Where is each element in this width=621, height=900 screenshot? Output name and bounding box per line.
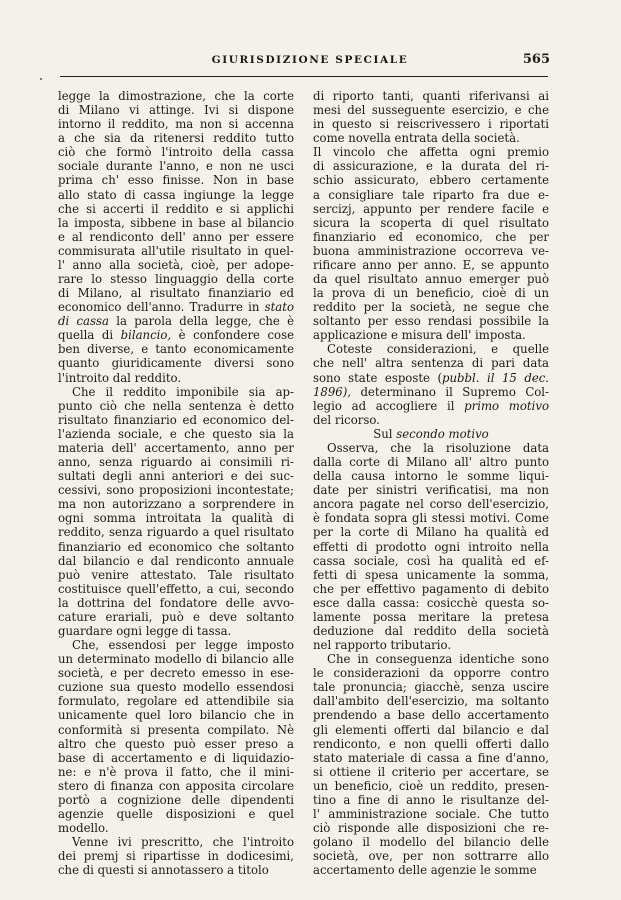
text-line: allo stato di cassa ingiunge la legge: [58, 187, 294, 202]
text-line: cuzione sua questo modello essendosi: [58, 680, 294, 695]
header-rule: [60, 76, 548, 77]
text-line: Che in conseguenza identiche sono: [327, 652, 549, 667]
text-line: altro che questo può esser preso a: [58, 736, 294, 751]
text-line: prendendo a base dello accertamento: [313, 708, 549, 723]
text-line: ne: e n'è prova il fatto, che il mini-: [58, 764, 294, 779]
text-line: ma non autorizzano a sorprendere in: [58, 497, 294, 512]
text-line: dall'ambito dell'esercizio, ma soltanto: [313, 694, 549, 709]
text-line: rificare anno per anno. E, se appunto: [313, 257, 549, 272]
text-line: schio assicurato, ebbero certamente: [313, 173, 549, 188]
text-line: reddito, senza riguardo a quel risultato: [58, 525, 294, 540]
text-line: fetti di spesa unicamente la somma,: [313, 567, 549, 582]
text-line: buona amministrazione occorreva ve-: [313, 243, 549, 258]
text-line: del ricorso.: [313, 412, 380, 427]
text-line: si ottiene il criterio per accertare, se: [313, 764, 549, 779]
text-line: ogni somma introitata la qualità di: [58, 511, 294, 526]
text-line: deduzione dal reddito della società: [313, 623, 549, 638]
text-line: Che, essendosi per legge imposto: [72, 638, 294, 653]
right-column: [313, 89, 549, 877]
text-line: lamente possa meritare la pretesa: [313, 609, 549, 624]
text-line: costituisce quell'effetto, a cui, secondo: [58, 581, 294, 596]
text-line: l' anno alla società, cioè, per adope-: [58, 257, 294, 272]
text-line: guardare ogni legge di tassa.: [58, 623, 232, 638]
text-line: esce dalla cassa: cosicchè questa so-: [313, 595, 549, 610]
text-line: tino a fine di anno le risultanze del-: [313, 792, 549, 807]
text-line: sono state esposte (pubbl. il 15 dec.: [313, 370, 549, 385]
text-line: commisurata all'utile risultato in quel-: [58, 243, 294, 258]
text-line: cassa sociale, così ha qualità ed ef-: [313, 553, 549, 568]
text-line: stero di finanza con apposita circolare: [58, 778, 294, 793]
text-line: di Milano, al risultato finanziario ed: [58, 286, 294, 301]
text-line: mesi del susseguente esercizio, e che: [313, 103, 549, 118]
text-line: rendiconto, e non quelli offerti dallo: [313, 736, 549, 751]
text-line: a che sia da ritenersi reddito tutto: [58, 131, 294, 146]
text-line: sercizj, appunto per rendere facile e: [313, 201, 549, 216]
text-line: Coteste considerazioni, e quelle: [327, 342, 549, 357]
text-line: Venne ivi prescritto, che l'introito: [72, 835, 294, 850]
text-line: golano il modello del bilancio delle: [313, 835, 549, 850]
text-line: ancora pagate nel corso dell'esercizio,: [313, 497, 549, 512]
text-line: Che il reddito imponibile sia ap-: [72, 384, 294, 399]
text-line: la imposta, sibbene in base al bilancio: [58, 215, 294, 230]
text-line: ciò che formò l'introito della cassa: [58, 145, 294, 160]
text-line: un determinato modello di bilancio alle: [58, 652, 294, 667]
text-line: finanziario ed economico, che per: [313, 229, 549, 244]
left-column: [58, 89, 294, 877]
text-line: che per effettivo pagamento di debito: [313, 581, 549, 596]
text-line: cessivi, sono proposizioni incontestate;: [58, 483, 294, 498]
print-speck: [40, 78, 42, 80]
text-line: che di questi si annotassero a titolo: [58, 863, 269, 878]
text-line: di riporto tanti, quanti riferivansi ai: [313, 89, 549, 103]
page-number: 565: [522, 52, 550, 67]
text-line: finanziario ed economico che soltanto: [58, 539, 294, 554]
text-line: quella di bilancio, è confondere cose: [58, 328, 294, 343]
text-line: cature erariali, può e deve soltanto: [58, 609, 294, 624]
text-line: l'azienda sociale, e che questo sia la: [58, 426, 294, 441]
text-line: per la corte di Milano ha qualità ed: [313, 525, 549, 540]
text-line: reddito per la società, ne segue che: [313, 300, 549, 315]
text-line: date per sinistri verificatisi, ma non: [313, 483, 549, 498]
text-line: stato materiale di cassa a fine d'anno,: [313, 750, 549, 765]
text-line: base di accertamento e di liquidazio-: [58, 750, 294, 765]
text-line: punto ciò che nella sentenza è detto: [58, 398, 294, 413]
text-line: modello.: [58, 821, 109, 836]
text-line: tale pronuncia; giacchè, senza uscire: [313, 680, 549, 695]
text-line: è fondata sopra gli stessi motivi. Come: [313, 511, 549, 526]
text-line: di assicurazione, e la durata del ri-: [313, 159, 549, 174]
text-line: quanto giuridicamente diversi sono: [58, 356, 294, 371]
text-line: unicamente quel loro bilancio che in: [58, 708, 294, 723]
text-line: ciò risponde alle disposizioni che re-: [313, 821, 549, 836]
text-line: la dottrina del fondatore delle avvo-: [58, 595, 294, 610]
text-line: economico dell'anno. Tradurre in stato: [58, 300, 294, 315]
text-line: conformità si presenta compilato. Nè: [58, 722, 294, 737]
text-line: soltanto per esso rendasi possibile la: [313, 314, 549, 329]
text-line: dalla corte di Milano all' altro punto: [313, 455, 549, 470]
text-line: che nell' altra sentenza di pari data: [313, 356, 549, 371]
text-line: l'introito dal reddito.: [58, 370, 182, 385]
text-line: prima ch' esso finisse. Non in base: [58, 173, 294, 188]
text-line: intorno il reddito, ma non si accenna: [58, 117, 294, 132]
text-line: Sul secondo motivo: [373, 426, 489, 441]
text-line: 1896), determinano il Supremo Col-: [313, 384, 549, 399]
text-line: effetti di prodotto ogni introito nella: [313, 539, 549, 554]
text-line: in questo si reiscrivessero i riportati: [313, 117, 549, 132]
text-line: applicazione e misura dell' imposta.: [313, 328, 526, 343]
text-line: sociale durante l'anno, e non ne usci: [58, 159, 294, 174]
text-line: a consigliare tale riparto fra due e-: [313, 187, 549, 202]
text-line: di cassa la parola della legge, che è: [58, 314, 294, 329]
page-header: [70, 54, 550, 76]
text-line: l' amministrazione sociale. Che tutto: [313, 806, 549, 821]
text-line: della causa intorno le somme liqui-: [313, 469, 549, 484]
text-line: accertamento delle agenzie le somme: [313, 863, 537, 878]
text-line: dei premj si ripartisse in dodicesimi,: [58, 849, 294, 864]
text-line: che si accerti il reddito e si applichi: [58, 201, 294, 216]
text-line: di Milano vi attinge. Ivi si dispone: [58, 103, 294, 118]
text-line: può venire attestato. Tale risultato: [58, 567, 294, 582]
text-line: agenzie quelle disposizioni e quel: [58, 806, 294, 821]
text-line: la prova di un beneficio, cioè di un: [313, 286, 549, 301]
text-line: rare lo stesso linguaggio della corte: [58, 272, 294, 287]
text-line: da quel risultato annuo emerger può: [313, 272, 549, 287]
text-line: legio ad accogliere il primo motivo: [313, 398, 549, 413]
text-line: un beneficio, cioè un reddito, presen-: [313, 778, 549, 793]
text-line: dal bilancio e dal rendiconto annuale: [58, 553, 294, 568]
text-line: ben diverse, e tanto economicamente: [58, 342, 294, 357]
text-line: nel rapporto tributario.: [313, 638, 452, 653]
text-line: Il vincolo che affetta ogni premio: [313, 145, 549, 160]
text-line: come novella entrata della società.: [313, 131, 520, 146]
text-line: anno, senza riguardo ai consimili ri-: [58, 455, 294, 470]
text-line: formulato, regolare ed attendibile sia: [58, 694, 294, 709]
text-line: sultati degli anni anteriori e dei suc-: [58, 469, 294, 484]
text-line: portò a cognizione delle dipendenti: [58, 792, 294, 807]
text-line: Osserva, che la risoluzione data: [327, 440, 549, 455]
text-line: materia dell' accertamento, anno per: [58, 440, 294, 455]
text-line: le considerazioni da opporre contro: [313, 666, 549, 681]
text-line: società, e per decreto emesso in ese-: [58, 666, 294, 681]
text-line: gli elementi offerti dal bilancio e dal: [313, 722, 549, 737]
text-line: legge la dimostrazione, che la corte: [58, 89, 294, 103]
running-title: GIURISDIZIONE SPECIALE: [211, 54, 409, 66]
text-line: e al rendiconto dell' anno per essere: [58, 229, 294, 244]
text-line: risultato finanziario ed economico del-: [58, 412, 294, 427]
text-line: sicura la scoperta di quel risultato: [313, 215, 549, 230]
text-line: società, ove, per non sottrarre allo: [313, 849, 549, 864]
